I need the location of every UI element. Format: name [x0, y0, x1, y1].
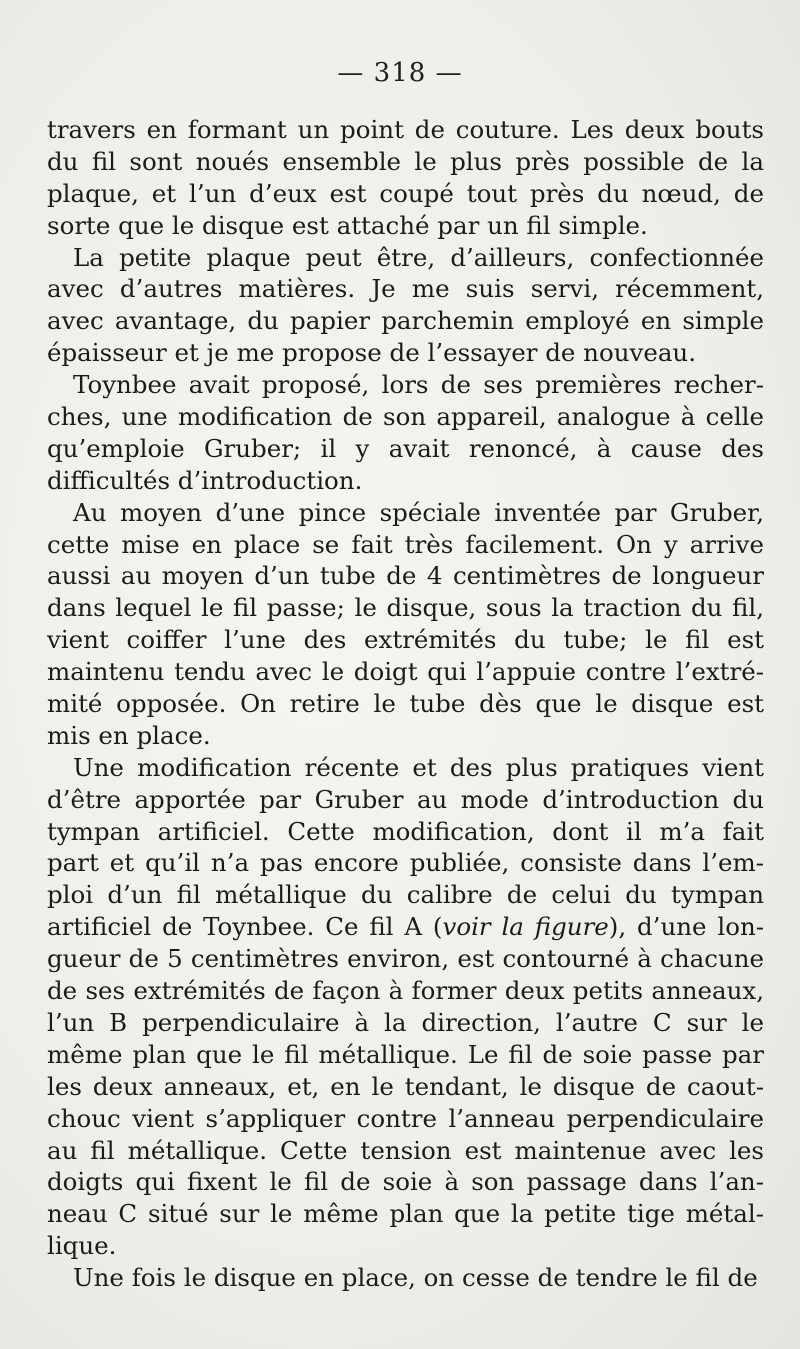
paragraph — [47, 369, 764, 497]
text-line: Une fois le disque en place, on cesse de tendre le fil de — [73, 1263, 758, 1293]
paragraph — [47, 752, 764, 1262]
body-text — [47, 114, 764, 1294]
text-line: Une modification récente et des plus pratiques vient — [73, 752, 764, 782]
text-line: lique. — [47, 1231, 117, 1261]
text-line: avec avantage, du papier parchemin employé en simple — [47, 306, 764, 336]
text-line: les deux anneaux, et, en le tendant, le disque de caout- — [47, 1071, 764, 1101]
paragraph — [47, 1262, 764, 1294]
text-line: sorte que le disque est attaché par un fil simple. — [47, 210, 648, 240]
text-line: aussi au moyen d’un tube de 4 centimètres de longueur — [47, 561, 764, 591]
text-line: tympan artificiel. Cette modification, dont il m’a fait — [47, 816, 764, 846]
text-line: épaisseur et je me propose de l’essayer de nouveau. — [47, 338, 696, 368]
text-line: avec d’autres matières. Je me suis servi, récemment, — [47, 274, 764, 304]
paragraph — [47, 497, 764, 752]
text-line: maintenu tendu avec le doigt qui l’appuie contre l’extré- — [47, 657, 764, 687]
text-line: gueur de 5 centimètres environ, est contourné à chacune — [47, 944, 764, 974]
text-line: ploi d’un fil métallique du calibre de celui du tympan — [47, 880, 764, 910]
text-line: difficultés d’introduction. — [47, 465, 363, 495]
text-line: qu’emploie Gruber; il y avait renoncé, à cause des — [47, 433, 764, 463]
text-line: chouc vient s’appliquer contre l’anneau perpendiculaire — [47, 1103, 764, 1133]
paragraph — [47, 242, 764, 370]
page-number: — 318 — — [337, 58, 463, 88]
text-line: d’être apportée par Gruber au mode d’introduction du — [47, 784, 764, 814]
text-line: doigts qui fixent le fil de soie à son passage dans l’an- — [47, 1167, 764, 1197]
text-line: neau C situé sur le même plan que la petite tige métal- — [47, 1199, 764, 1229]
text-line: Toynbee avait proposé, lors de ses premières recher- — [73, 370, 764, 400]
text-line: au fil métallique. Cette tension est maintenue avec les — [47, 1135, 764, 1165]
text-line: part et qu’il n’a pas encore publiée, consiste dans l’em- — [47, 848, 764, 878]
text-line: mis en place. — [47, 720, 211, 750]
text-line: de ses extrémités de façon à former deux petits anneaux, — [47, 976, 764, 1006]
text-line: même plan que le fil métallique. Le fil de soie passe par — [47, 1039, 764, 1069]
text-line: dans lequel le fil passe; le disque, sous la traction du fil, — [47, 593, 764, 623]
text-line: l’un B perpendiculaire à la direction, l’autre C sur le — [47, 1007, 764, 1037]
text-line: du fil sont noués ensemble le plus près possible de la — [47, 146, 764, 176]
text-line: artificiel de Toynbee. Ce fil A (voir la figure), d’une lon- — [47, 912, 764, 942]
text-line: ches, une modification de son appareil, analogue à celle — [47, 402, 764, 432]
text-line: plaque, et l’un d’eux est coupé tout près du nœud, de — [47, 178, 764, 208]
paragraph — [47, 114, 764, 242]
text-line: mité opposée. On retire le tube dès que le disque est — [47, 689, 764, 719]
text-line: La petite plaque peut être, d’ailleurs, confectionnée — [73, 242, 764, 272]
text-line: travers en formant un point de couture. Les deux bouts — [47, 115, 764, 144]
text-line: Au moyen d’une pince spéciale inventée par Gruber, — [73, 497, 764, 527]
text-line: vient coiffer l’une des extrémités du tube; le fil est — [47, 625, 764, 655]
text-line: cette mise en place se fait très facilement. On y arrive — [47, 529, 764, 559]
